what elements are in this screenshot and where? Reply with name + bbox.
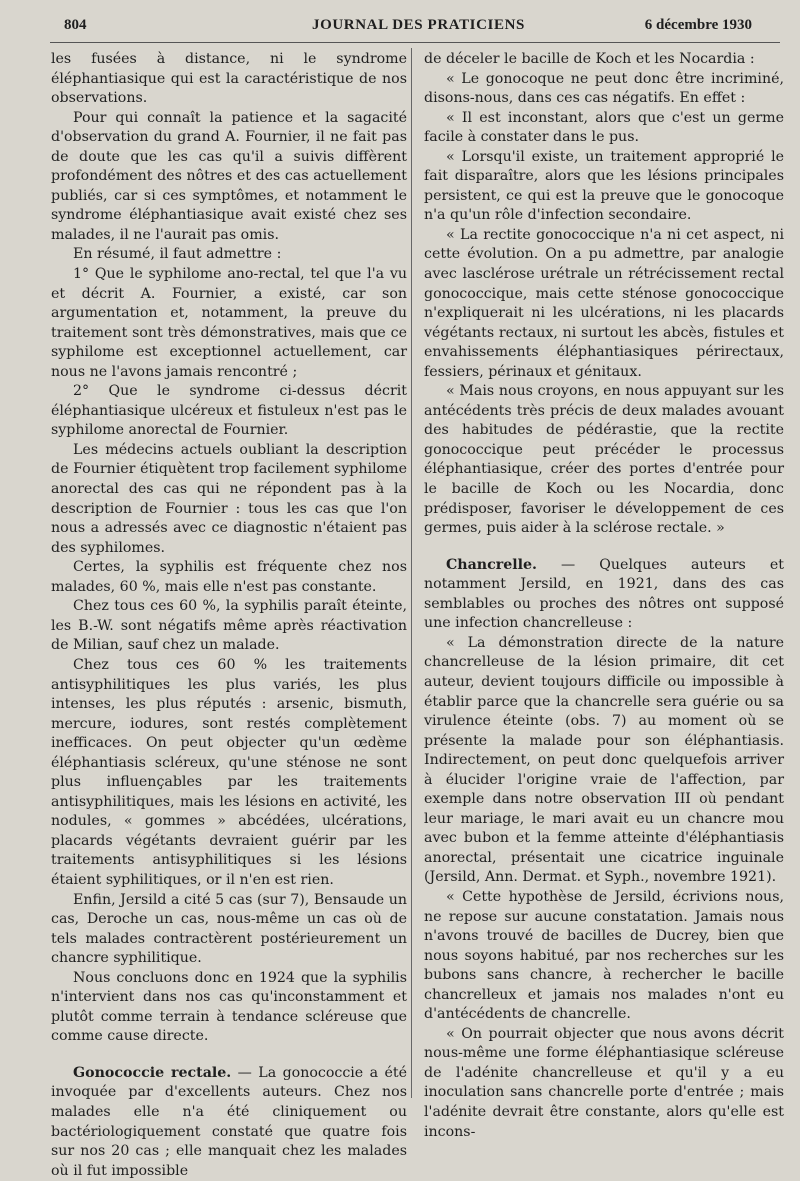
paragraph: [51, 265, 407, 382]
paragraph-text: les fusées à distance, ni le syndrome éléphantiasique qui est la caractéristique de nos observations.: [51, 51, 407, 107]
paragraph-text: « Cette hypothèse de Jersild, écrivions nous, ne repose sur aucune constatation. Jamais nous n'avons trouvé de bacilles de Ducrey, bien que nous soyons habitué, par nos recherches sur les bubons sans chancre, à rechercher le bacille chancrelleux et jamais nos malades n'ont eu d'antécédents de chancrelle.: [424, 888, 784, 1023]
paragraph-text: « On pourrait objecter que nous avons décrit nous-même une forme éléphantiasique scléreuse de l'adénite chancrelleuse et qu'il y a eu inoculation sans chancrelle porte d'entrée ; mais l'adénite devrait être constante, alors qu'elle est incons-: [424, 1025, 784, 1140]
journal-title: JOURNAL DES PRATICIENS: [312, 17, 525, 33]
paragraph: [424, 634, 784, 888]
paragraph-text: En résumé, il faut admettre :: [73, 246, 282, 263]
issue-date: 6 décembre 1930: [644, 17, 752, 33]
page-header: [50, 10, 792, 40]
paragraph: [424, 70, 784, 109]
paragraph: [51, 382, 407, 441]
left-column: [51, 50, 407, 1181]
paragraph-text: Nous concluons donc en 1924 que la syphilis n'intervient dans nos cas qu'inconstamment et plutôt comme terrain à tendance scléreuse que comme cause directe.: [51, 969, 407, 1045]
paragraph: [424, 226, 784, 382]
header-rule: [50, 42, 780, 43]
paragraph: [51, 245, 407, 265]
paragraph-text: « La démonstration directe de la nature chancrelleuse de la lésion primaire, dit cet auteur, devient toujours difficile ou impossible à établir parce que la chancrelle sera guérie ou sa virulence éteinte (obs. 7) au moment où se présente la malade pour son éléphantiasis. Indirectement, on peut donc quelquefois arriver à élucider l'origine vraie de l'affection, par exemple dans notre observation III où pendant leur mariage, le mari avait eu un chancre mou avec bubon et la femme atteinte d'éléphantiasis anorectal, présentait une cicatrice inguinale (Jersild, Ann. Dermat. et Syph., novembre 1921).: [424, 634, 784, 886]
paragraph: [51, 558, 407, 597]
paragraph-text: Les médecins actuels oubliant la description de Fournier étiquètent trop facilement syphilome anorectal des cas qui ne répondent pas à la description de Fournier : tous les cas que l'on nous a adressés avec ce diagnostic n'étaient pas des syphilomes.: [51, 441, 407, 556]
paragraph: [424, 1025, 784, 1142]
paragraph: [424, 382, 784, 538]
paragraph: [51, 656, 407, 891]
paragraph: [51, 441, 407, 558]
paragraph-text: — La gonococcie a été invoquée par d'excellents auteurs. Chez nos malades elle n'a été cliniquement ou bactériologiquement constaté que quatre fois sur nos 20 cas ; elle manquait chez les malades où il fut impossible: [51, 1064, 407, 1179]
paragraph-text: « La rectite gonococcique n'a ni cet aspect, ni cette évolution. On a pu admettre, par analogie avec lasclérose urétrale un rétrécissement rectal gonococcique, mais cette sténose gonococcique n'expliquerait ni les ulcérations, ni les placards végétants rectaux, ni surtout les abcès, fistules et envahissements éléphantiasiques périrectaux, fessiers, périnaux et génitaux.: [424, 226, 784, 380]
paragraph: [424, 148, 784, 226]
paragraph-text: Certes, la syphilis est fréquente chez nos malades, 60 %, mais elle n'est pas constante.: [51, 559, 407, 595]
paragraph: [51, 1064, 407, 1181]
paragraph: [424, 109, 784, 148]
paragraph: [424, 556, 784, 634]
page-number: 804: [64, 17, 87, 33]
paragraph: [51, 969, 407, 1047]
paragraph-text: « Mais nous croyons, en nous appuyant sur les antécédents très précis de deux malades avouant des habitudes de pédérastie, que la rectite gonococcique peut précéder le processus éléphantiasique, créer des portes d'entrée pour le bacille de Koch ou les Nocardia, donc prédisposer, favoriser le développement de ces germes, puis aider à la sclérose rectale. »: [424, 383, 784, 537]
right-column: [424, 50, 784, 1142]
section-heading: Chancrelle.: [446, 556, 537, 573]
paragraph: [51, 891, 407, 969]
section-heading: Gonococcie rectale.: [73, 1064, 232, 1081]
paragraph-text: Chez tous ces 60 %, la syphilis paraît éteinte, les B.-W. sont négatifs même après réactivation de Milian, sauf chez un malade.: [51, 598, 407, 654]
paragraph-text: — Quelques auteurs et notamment Jersild, en 1921, dans des cas semblables ou proches des nôtres ont supposé une infection chancrelleuse :: [424, 556, 784, 632]
paragraph-text: « Le gonocoque ne peut donc être incriminé, disons-nous, dans ces cas négatifs. En effet :: [424, 70, 784, 107]
paragraph-text: Pour qui connaît la patience et la sagacité d'observation du grand A. Fournier, il ne fait pas de doute que les cas qu'il a suivis diffèrent profondément des nôtres et des cas actuellement publiés, car si ces symptômes, et notamment le syndrome éléphantiasique avait existé chez ses malades, il ne l'aurait pas omis.: [51, 109, 407, 243]
paragraph: [51, 50, 407, 109]
paragraph-text: « Il est inconstant, alors que c'est un germe facile à constater dans le pus.: [424, 109, 784, 146]
column-divider: [411, 48, 412, 1098]
paragraph-text: 1° Que le syphilome ano-rectal, tel que l'a vu et décrit A. Fournier, a existé, car son argumentation et, notamment, la preuve du traitement sont très démonstratives, mais que ce syphilome est exceptionnel actuellement, car nous ne l'avons jamais rencontré ;: [51, 266, 407, 380]
paragraph-text: Enfin, Jersild a cité 5 cas (sur 7), Bensaude un cas, Deroche un cas, nous-même un cas où de tels malades contractèrent postérieurement un chancre syphilitique.: [51, 891, 407, 967]
paragraph-text: Chez tous ces 60 % les traitements antisyphilitiques les plus variés, les plus intenses, les plus réputés : arsenic, bismuth, mercure, iodures, sont restés complètement inefficaces. On peut objecter qu'un œdème éléphantiasis scléreux, qu'une sténose ne sont plus influençables par les traitements antisyphilitiques, mais les lésions en activité, les nodules, « gommes » abcédées, ulcérations, placards végétants devraient guérir par les traitements antisyphilitiques si les lésions étaient syphilitiques, or il n'en est rien.: [51, 656, 407, 888]
paragraph-text: « Lorsqu'il existe, un traitement approprié le fait disparaître, alors que les lésions principales persistent, ce qui est la preuve que le gonocoque n'a qu'un rôle d'infection secondaire.: [424, 148, 784, 224]
paragraph: [51, 597, 407, 656]
paragraph: [424, 50, 784, 70]
paragraph-text: de déceler le bacille de Koch et les Nocardia :: [424, 51, 755, 67]
paragraph-text: 2° Que le syndrome ci-dessus décrit éléphantiasique ulcéreux et fistuleux n'est pas le syphilome anorectal de Fournier.: [51, 383, 407, 439]
paragraph: [51, 109, 407, 246]
paragraph: [424, 888, 784, 1025]
